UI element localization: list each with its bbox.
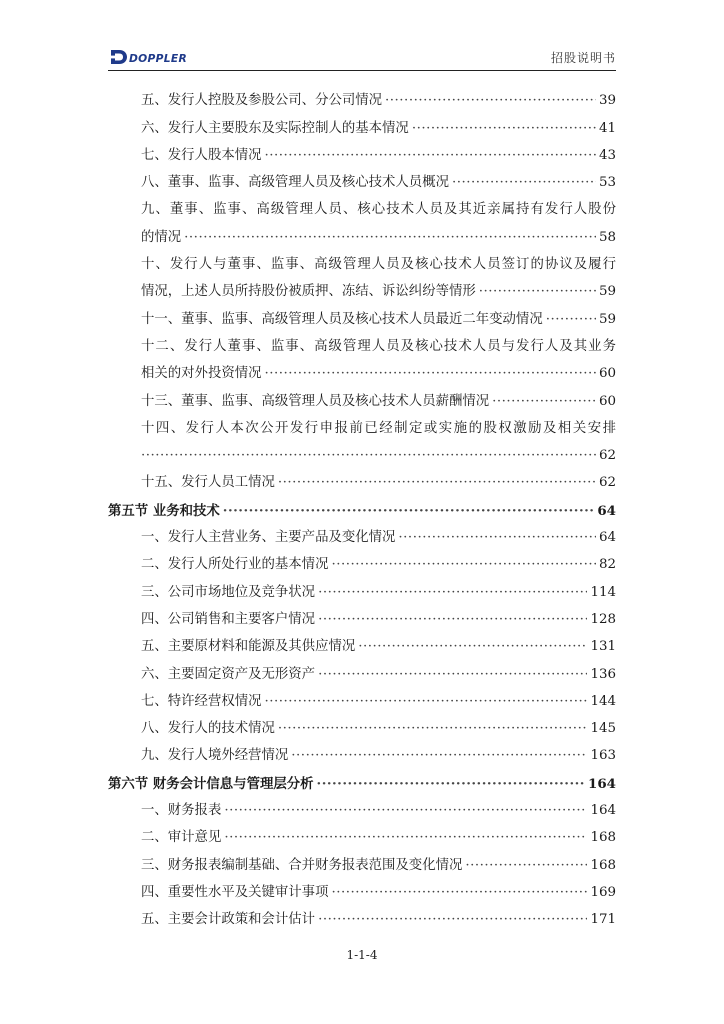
dot-leader xyxy=(318,612,587,628)
dot-leader xyxy=(318,912,587,928)
toc-entry[interactable] xyxy=(108,901,616,928)
toc-page-number: 53 xyxy=(598,175,616,191)
dot-leader xyxy=(385,93,596,109)
page-header xyxy=(108,44,616,71)
dot-leader xyxy=(317,776,586,792)
toc-page-number: 64 xyxy=(597,502,616,519)
dot-leader xyxy=(479,284,596,300)
toc-page-number: 41 xyxy=(598,120,616,136)
toc-page-number: 168 xyxy=(590,830,616,846)
toc-entry[interactable] xyxy=(108,191,616,218)
dot-leader xyxy=(141,448,596,464)
toc-entry[interactable] xyxy=(108,819,616,846)
toc-entry[interactable] xyxy=(108,655,616,682)
toc-entry-label: 八、董事、监事、高级管理人员及核心技术人员概况 xyxy=(141,175,449,191)
toc-entry-label: 七、特许经营权情况 xyxy=(141,693,262,709)
toc-entry[interactable] xyxy=(108,300,616,327)
dot-leader xyxy=(278,721,588,737)
dot-leader xyxy=(358,639,587,655)
toc-page-number: 62 xyxy=(598,448,616,464)
toc-entry-label: 五、主要会计政策和会计估计 xyxy=(141,912,316,928)
toc-entry-label: 二、审计意见 xyxy=(141,830,222,846)
toc-page-number: 39 xyxy=(598,93,616,109)
toc-page-number: 128 xyxy=(590,611,616,627)
dot-leader xyxy=(223,503,595,519)
toc-entry-label: 六、主要固定资产及无形资产 xyxy=(141,666,316,682)
doppler-logo xyxy=(110,48,206,66)
dot-leader xyxy=(492,394,596,410)
toc-entry[interactable] xyxy=(108,683,616,710)
toc-entry-label: 八、发行人的技术情况 xyxy=(141,721,275,737)
toc-entry[interactable] xyxy=(108,874,616,901)
dot-leader xyxy=(331,885,587,901)
toc-entry[interactable] xyxy=(108,82,616,109)
dot-leader xyxy=(184,230,596,246)
toc-entry[interactable] xyxy=(108,792,616,819)
toc-entry-label: 十二、发行人董事、监事、高级管理人员及核心技术人员与发行人及其业务 xyxy=(141,338,616,354)
dot-leader xyxy=(265,148,596,164)
toc-entry-label: 七、发行人股本情况 xyxy=(141,147,262,163)
toc-entry-label: 三、财务报表编制基础、合并财务报表范围及变化情况 xyxy=(141,857,463,873)
dot-leader xyxy=(452,175,596,191)
toc-page-number: 168 xyxy=(590,857,616,873)
dot-leader xyxy=(465,858,587,874)
toc-entry[interactable] xyxy=(108,464,616,491)
toc-entry-label: 二、发行人所处行业的基本情况 xyxy=(141,557,329,573)
toc-entry[interactable] xyxy=(108,546,616,573)
toc-entry-label: 四、重要性水平及关键审计事项 xyxy=(141,884,329,900)
toc-entry-label: 相关的对外投资情况 xyxy=(141,366,262,382)
toc-entry[interactable] xyxy=(108,710,616,737)
toc-entry[interactable] xyxy=(108,410,616,437)
dot-leader xyxy=(318,667,587,683)
toc-section[interactable] xyxy=(108,491,616,518)
toc-entry-label: 五、主要原材料和能源及其供应情况 xyxy=(141,639,356,655)
page-number: 1-1-4 xyxy=(346,948,378,962)
dot-leader xyxy=(318,585,587,601)
toc-entry-label: 十四、发行人本次公开发行申报前已经制定或实施的股权激励及相关安排 xyxy=(141,420,616,436)
toc-entry-label: 六、发行人主要股东及实际控制人的基本情况 xyxy=(141,120,409,136)
toc-entry-label: 的情况 xyxy=(141,229,182,245)
toc-entry[interactable] xyxy=(108,628,616,655)
dot-leader xyxy=(546,312,596,328)
table-of-contents xyxy=(108,82,616,928)
toc-entry-label: 九、董事、监事、高级管理人员、核心技术人员及其近亲属持有发行人股份 xyxy=(141,202,616,218)
toc-page-number: 144 xyxy=(590,693,616,709)
toc-entry[interactable] xyxy=(108,519,616,546)
toc-entry[interactable] xyxy=(108,246,616,273)
toc-page-number: 62 xyxy=(598,475,616,491)
logo-text: DOPPLER xyxy=(129,53,187,65)
toc-page-number: 64 xyxy=(598,530,616,546)
toc-page-number: 59 xyxy=(598,284,616,300)
toc-page-number: 43 xyxy=(598,147,616,163)
dot-leader xyxy=(265,366,596,382)
toc-entry-label: 第五节 业务和技术 xyxy=(108,502,220,519)
toc-page-number: 163 xyxy=(590,748,616,764)
toc-page-number: 171 xyxy=(590,912,616,928)
toc-entry-label: 一、财务报表 xyxy=(141,803,222,819)
toc-page-number: 164 xyxy=(588,775,616,792)
dot-leader xyxy=(331,557,595,573)
toc-entry-label: 一、发行人主营业务、主要产品及变化情况 xyxy=(141,530,396,546)
toc-page-number: 131 xyxy=(590,639,616,655)
toc-entry[interactable] xyxy=(108,218,616,245)
dot-leader xyxy=(278,475,596,491)
toc-entry[interactable] xyxy=(108,846,616,873)
toc-entry-label: 九、发行人境外经营情况 xyxy=(141,748,289,764)
toc-entry-label: 情况，上述人员所持股份被质押、冻结、诉讼纠纷等情形 xyxy=(141,284,476,300)
dot-leader xyxy=(224,830,587,846)
toc-page-number: 164 xyxy=(590,803,616,819)
toc-entry-label: 三、公司市场地位及竞争状况 xyxy=(141,584,316,600)
toc-page-number: 145 xyxy=(590,721,616,737)
toc-entry-label: 十一、董事、监事、高级管理人员及核心技术人员最近二年变动情况 xyxy=(141,311,543,327)
toc-entry[interactable] xyxy=(108,328,616,355)
toc-page-number: 60 xyxy=(598,366,616,382)
toc-entry[interactable] xyxy=(108,273,616,300)
toc-page-number: 58 xyxy=(598,229,616,245)
toc-page-number: 60 xyxy=(598,393,616,409)
dot-leader xyxy=(412,121,596,137)
toc-entry-continuation[interactable] xyxy=(108,437,616,464)
toc-entry-label: 十五、发行人员工情况 xyxy=(141,475,275,491)
toc-page-number: 82 xyxy=(598,557,616,573)
toc-entry[interactable] xyxy=(108,382,616,409)
toc-entry-label: 四、公司销售和主要客户情况 xyxy=(141,611,316,627)
dot-leader xyxy=(291,748,587,764)
toc-page-number: 114 xyxy=(590,584,616,600)
document-title: 招股说明书 xyxy=(550,51,616,65)
toc-entry[interactable] xyxy=(108,164,616,191)
toc-entry-label: 十、发行人与董事、监事、高级管理人员及核心技术人员签订的协议及履行 xyxy=(141,257,616,273)
toc-entry[interactable] xyxy=(108,573,616,600)
toc-entry[interactable] xyxy=(108,601,616,628)
dot-leader xyxy=(265,694,588,710)
toc-entry-label: 十三、董事、监事、高级管理人员及核心技术人员薪酬情况 xyxy=(141,393,490,409)
toc-page-number: 59 xyxy=(598,311,616,327)
toc-entry[interactable] xyxy=(108,355,616,382)
dot-leader xyxy=(398,530,596,546)
dot-leader xyxy=(224,803,587,819)
toc-entry[interactable] xyxy=(108,109,616,136)
toc-entry-label: 五、发行人控股及参股公司、分公司情况 xyxy=(141,93,383,109)
toc-entry-label: 第六节 财务会计信息与管理层分析 xyxy=(108,775,314,792)
toc-page-number: 136 xyxy=(590,666,616,682)
toc-entry[interactable] xyxy=(108,137,616,164)
toc-entry[interactable] xyxy=(108,737,616,764)
toc-section[interactable] xyxy=(108,764,616,791)
toc-page-number: 169 xyxy=(590,884,616,900)
